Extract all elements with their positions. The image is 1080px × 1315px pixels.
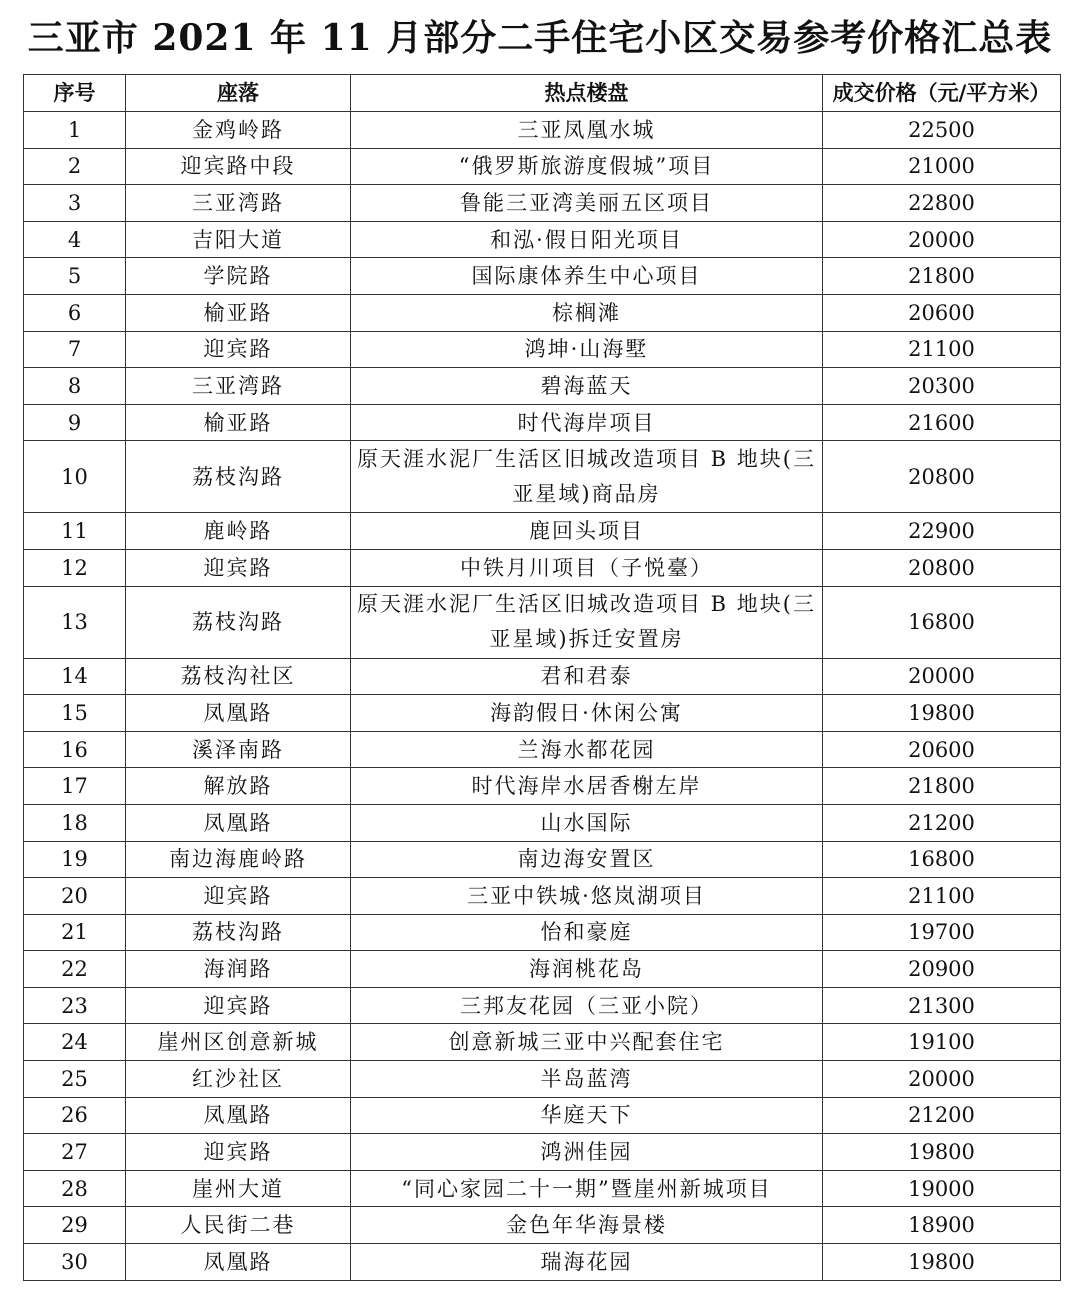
row-number-cell: 16 — [24, 731, 126, 768]
price-table — [23, 74, 1061, 1281]
price-cell: 21200 — [823, 804, 1061, 841]
header-price: 成交价格（元/平方米） — [823, 75, 1061, 112]
row-number-cell: 30 — [24, 1244, 126, 1281]
row-number-cell: 15 — [24, 695, 126, 732]
row-number-cell: 6 — [24, 294, 126, 331]
project-cell: 鲁能三亚湾美丽五区项目 — [351, 185, 823, 222]
price-cell: 21800 — [823, 768, 1061, 805]
row-number-cell: 27 — [24, 1134, 126, 1171]
location-cell: 红沙社区 — [126, 1061, 351, 1098]
project-cell: 华庭天下 — [351, 1097, 823, 1134]
price-cell: 19800 — [823, 1244, 1061, 1281]
table-row — [24, 1097, 1061, 1134]
project-cell: 海润桃花岛 — [351, 951, 823, 988]
table-row — [24, 368, 1061, 405]
project-cell: 时代海岸项目 — [351, 404, 823, 441]
project-cell: 原天涯水泥厂生活区旧城改造项目 B 地块(三亚星域)商品房 — [351, 441, 823, 513]
row-number-cell: 3 — [24, 185, 126, 222]
table-row — [24, 1207, 1061, 1244]
row-number-cell: 14 — [24, 658, 126, 695]
price-cell: 22900 — [823, 513, 1061, 550]
project-cell: 和泓·假日阳光项目 — [351, 221, 823, 258]
row-number-cell: 23 — [24, 987, 126, 1024]
price-cell: 21200 — [823, 1097, 1061, 1134]
project-cell: 瑞海花园 — [351, 1244, 823, 1281]
table-row — [24, 1024, 1061, 1061]
table-row — [24, 331, 1061, 368]
project-cell: 国际康体养生中心项目 — [351, 258, 823, 295]
location-cell: 金鸡岭路 — [126, 112, 351, 149]
table-row — [24, 148, 1061, 185]
location-cell: 海润路 — [126, 951, 351, 988]
location-cell: 迎宾路 — [126, 331, 351, 368]
location-cell: 荔枝沟路 — [126, 586, 351, 658]
project-cell: 金色年华海景楼 — [351, 1207, 823, 1244]
location-cell: 崖州大道 — [126, 1170, 351, 1207]
project-cell: 三邦友花园（三亚小院） — [351, 987, 823, 1024]
table-row — [24, 221, 1061, 258]
location-cell: 迎宾路 — [126, 878, 351, 915]
price-cell: 20600 — [823, 294, 1061, 331]
price-cell: 16800 — [823, 841, 1061, 878]
location-cell: 凤凰路 — [126, 804, 351, 841]
row-number-cell: 10 — [24, 441, 126, 513]
location-cell: 迎宾路中段 — [126, 148, 351, 185]
row-number-cell: 1 — [24, 112, 126, 149]
table-row — [24, 1244, 1061, 1281]
location-cell: 学院路 — [126, 258, 351, 295]
table-row — [24, 951, 1061, 988]
price-cell: 22500 — [823, 112, 1061, 149]
table-row — [24, 586, 1061, 658]
location-cell: 榆亚路 — [126, 294, 351, 331]
table-row — [24, 1061, 1061, 1098]
location-cell: 鹿岭路 — [126, 513, 351, 550]
table-row — [24, 987, 1061, 1024]
table-row — [24, 768, 1061, 805]
project-cell: 半岛蓝湾 — [351, 1061, 823, 1098]
location-cell: 凤凰路 — [126, 1244, 351, 1281]
project-cell: “同心家园二十一期”暨崖州新城项目 — [351, 1170, 823, 1207]
project-cell: “俄罗斯旅游度假城”项目 — [351, 148, 823, 185]
row-number-cell: 29 — [24, 1207, 126, 1244]
price-cell: 21000 — [823, 148, 1061, 185]
table-row — [24, 695, 1061, 732]
table-body — [24, 112, 1061, 1281]
location-cell: 解放路 — [126, 768, 351, 805]
location-cell: 凤凰路 — [126, 1097, 351, 1134]
project-cell: 碧海蓝天 — [351, 368, 823, 405]
row-number-cell: 18 — [24, 804, 126, 841]
location-cell: 人民街二巷 — [126, 1207, 351, 1244]
row-number-cell: 5 — [24, 258, 126, 295]
table-row — [24, 258, 1061, 295]
table-row — [24, 549, 1061, 586]
table-row — [24, 112, 1061, 149]
price-cell: 21800 — [823, 258, 1061, 295]
location-cell: 吉阳大道 — [126, 221, 351, 258]
row-number-cell: 2 — [24, 148, 126, 185]
price-cell: 19800 — [823, 1134, 1061, 1171]
location-cell: 榆亚路 — [126, 404, 351, 441]
table-header-row — [24, 75, 1061, 112]
price-cell: 18900 — [823, 1207, 1061, 1244]
table-row — [24, 914, 1061, 951]
price-cell: 19700 — [823, 914, 1061, 951]
price-cell: 20000 — [823, 658, 1061, 695]
table-row — [24, 185, 1061, 222]
table-row — [24, 658, 1061, 695]
location-cell: 溪泽南路 — [126, 731, 351, 768]
project-cell: 鹿回头项目 — [351, 513, 823, 550]
project-cell: 原天涯水泥厂生活区旧城改造项目 B 地块(三亚星域)拆迁安置房 — [351, 586, 823, 658]
row-number-cell: 20 — [24, 878, 126, 915]
project-cell: 海韵假日·休闲公寓 — [351, 695, 823, 732]
row-number-cell: 9 — [24, 404, 126, 441]
location-cell: 荔枝沟社区 — [126, 658, 351, 695]
row-number-cell: 17 — [24, 768, 126, 805]
price-cell: 21100 — [823, 878, 1061, 915]
table-row — [24, 804, 1061, 841]
price-cell: 19800 — [823, 695, 1061, 732]
row-number-cell: 24 — [24, 1024, 126, 1061]
location-cell: 三亚湾路 — [126, 185, 351, 222]
row-number-cell: 7 — [24, 331, 126, 368]
table-row — [24, 294, 1061, 331]
table-row — [24, 841, 1061, 878]
price-cell: 20800 — [823, 441, 1061, 513]
price-cell: 21300 — [823, 987, 1061, 1024]
project-cell: 中铁月川项目（子悦臺） — [351, 549, 823, 586]
row-number-cell: 22 — [24, 951, 126, 988]
table-row — [24, 731, 1061, 768]
location-cell: 凤凰路 — [126, 695, 351, 732]
project-cell: 时代海岸水居香榭左岸 — [351, 768, 823, 805]
price-cell: 20000 — [823, 221, 1061, 258]
page-title: 三亚市 2021 年 11 月部分二手住宅小区交易参考价格汇总表 — [27, 17, 1053, 59]
location-cell: 南边海鹿岭路 — [126, 841, 351, 878]
project-cell: 创意新城三亚中兴配套住宅 — [351, 1024, 823, 1061]
project-cell: 棕榈滩 — [351, 294, 823, 331]
table-row — [24, 513, 1061, 550]
location-cell: 迎宾路 — [126, 1134, 351, 1171]
price-cell: 21600 — [823, 404, 1061, 441]
table-row — [24, 878, 1061, 915]
price-cell: 20300 — [823, 368, 1061, 405]
location-cell: 迎宾路 — [126, 987, 351, 1024]
price-cell: 19000 — [823, 1170, 1061, 1207]
project-cell: 君和君泰 — [351, 658, 823, 695]
location-cell: 荔枝沟路 — [126, 441, 351, 513]
table-row — [24, 404, 1061, 441]
row-number-cell: 25 — [24, 1061, 126, 1098]
row-number-cell: 8 — [24, 368, 126, 405]
price-cell: 22800 — [823, 185, 1061, 222]
location-cell: 崖州区创意新城 — [126, 1024, 351, 1061]
row-number-cell: 4 — [24, 221, 126, 258]
location-cell: 迎宾路 — [126, 549, 351, 586]
price-cell: 16800 — [823, 586, 1061, 658]
price-cell: 20800 — [823, 549, 1061, 586]
header-location: 座落 — [126, 75, 351, 112]
project-cell: 南边海安置区 — [351, 841, 823, 878]
row-number-cell: 12 — [24, 549, 126, 586]
project-cell: 鸿坤·山海墅 — [351, 331, 823, 368]
project-cell: 鸿洲佳园 — [351, 1134, 823, 1171]
header-number: 序号 — [24, 75, 126, 112]
table-row — [24, 441, 1061, 513]
table-row — [24, 1134, 1061, 1171]
price-cell: 20900 — [823, 951, 1061, 988]
project-cell: 怡和豪庭 — [351, 914, 823, 951]
row-number-cell: 11 — [24, 513, 126, 550]
header-project: 热点楼盘 — [351, 75, 823, 112]
row-number-cell: 19 — [24, 841, 126, 878]
location-cell: 三亚湾路 — [126, 368, 351, 405]
project-cell: 山水国际 — [351, 804, 823, 841]
row-number-cell: 13 — [24, 586, 126, 658]
project-cell: 三亚凤凰水城 — [351, 112, 823, 149]
table-row — [24, 1170, 1061, 1207]
price-cell: 20600 — [823, 731, 1061, 768]
price-cell: 21100 — [823, 331, 1061, 368]
project-cell: 三亚中铁城·悠岚湖项目 — [351, 878, 823, 915]
project-cell: 兰海水都花园 — [351, 731, 823, 768]
row-number-cell: 21 — [24, 914, 126, 951]
price-cell: 19100 — [823, 1024, 1061, 1061]
price-cell: 20000 — [823, 1061, 1061, 1098]
location-cell: 荔枝沟路 — [126, 914, 351, 951]
row-number-cell: 26 — [24, 1097, 126, 1134]
row-number-cell: 28 — [24, 1170, 126, 1207]
